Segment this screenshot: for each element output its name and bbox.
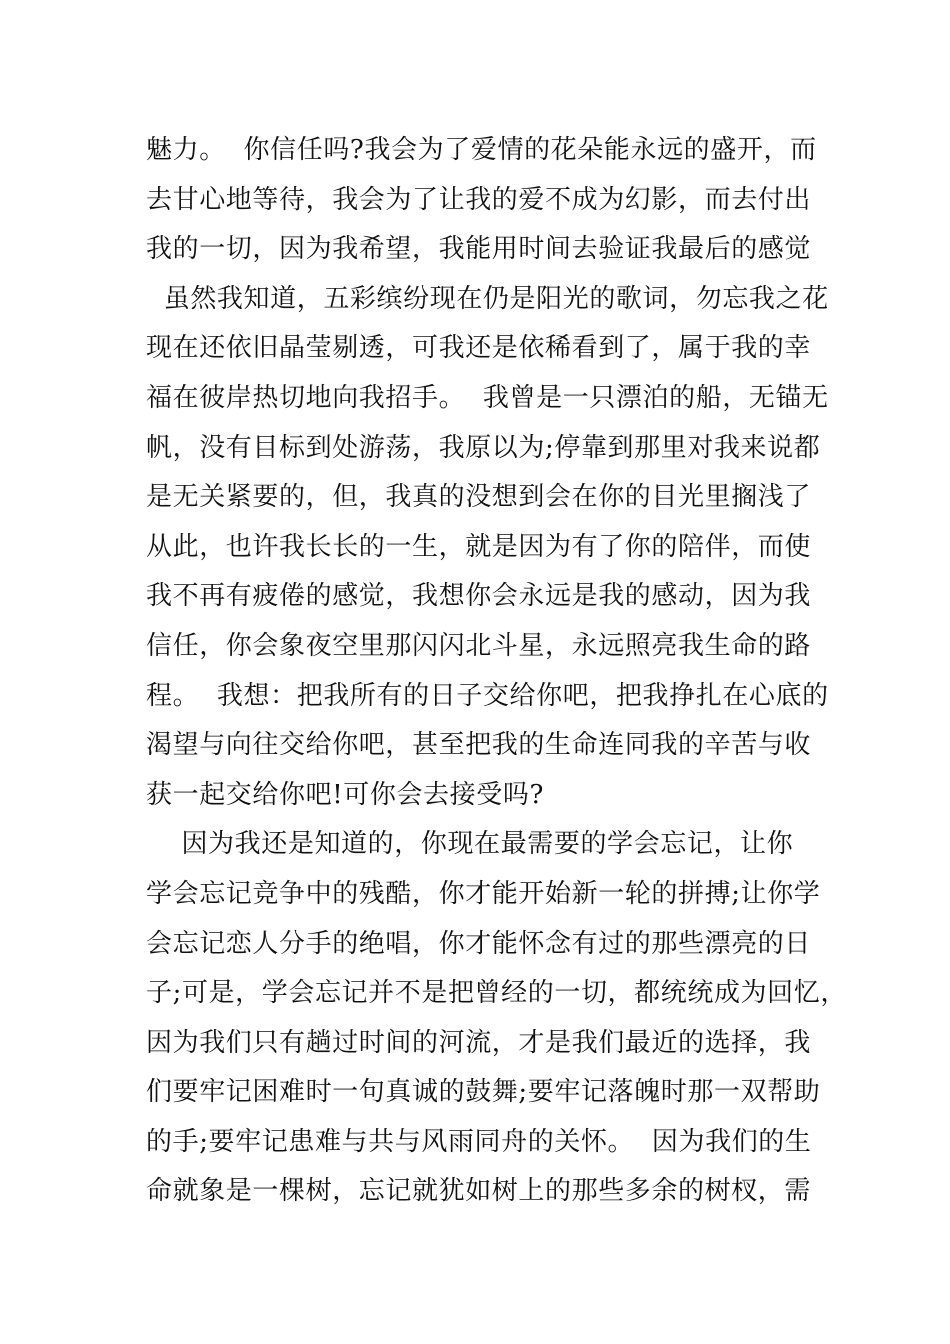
text-line: 从此，也许我长长的一生，就是因为有了你的陪伴，而使 <box>146 531 812 562</box>
text-line: 获一起交给你吧!可你会去接受吗? <box>146 779 544 810</box>
body-text <box>146 126 847 1217</box>
text-line: 帆，没有目标到处游荡，我原以为;停靠到那里对我来说都 <box>146 432 821 463</box>
text-line: 去甘心地等待，我会为了让我的爱不成为幻影，而去付出 <box>146 184 812 215</box>
text-line: 子;可是，学会忘记并不是把曾经的一切，都统统成为回忆， <box>146 978 847 1009</box>
text-line: 我的一切，因为我希望，我能用时间去验证我最后的感觉 <box>146 234 812 265</box>
text-line: 会忘记恋人分手的绝唱，你才能怀念有过的那些漂亮的日 <box>146 928 812 959</box>
text-line: 信任，你会象夜空里那闪闪北斗星，永远照亮我生命的路 <box>146 630 812 661</box>
text-line: 命就象是一棵树，忘记就犹如树上的那些多余的树杈，需 <box>146 1176 812 1207</box>
text-line: 渴望与向往交给你吧，甚至把我的生命连同我的辛苦与收 <box>146 730 812 761</box>
text-line: 现在还依旧晶莹剔透，可我还是依稀看到了，属于我的幸 <box>146 333 812 364</box>
text-line: 因为我还是知道的，你现在最需要的学会忘记，让你 <box>146 829 794 860</box>
text-line: 福在彼岸热切地向我招手。 我曾是一只漂泊的船，无锚无 <box>146 382 829 413</box>
text-line: 我不再有疲倦的感觉，我想你会永远是我的感动，因为我 <box>146 581 812 612</box>
text-line: 程。 我想：把我所有的日子交给你吧，把我挣扎在心底的 <box>146 680 829 711</box>
text-line: 魅力。 你信任吗?我会为了爱情的花朵能永远的盛开，而 <box>146 135 817 165</box>
text-line: 因为我们只有趟过时间的河流，才是我们最近的选择，我 <box>146 1027 812 1058</box>
text-line: 学会忘记竞争中的残酷，你才能开始新一轮的拼搏;让你学 <box>146 878 821 909</box>
text-line: 虽然我知道，五彩缤纷现在仍是阳光的歌词，勿忘我之花 <box>146 283 829 314</box>
text-line: 的手;要牢记患难与共与风雨同舟的关怀。 因为我们的生 <box>146 1126 812 1157</box>
text-line: 们要牢记困难时一句真诚的鼓舞;要牢记落魄时那一双帮助 <box>146 1077 821 1108</box>
text-line: 是无关紧要的，但，我真的没想到会在你的目光里搁浅了 <box>146 482 812 513</box>
